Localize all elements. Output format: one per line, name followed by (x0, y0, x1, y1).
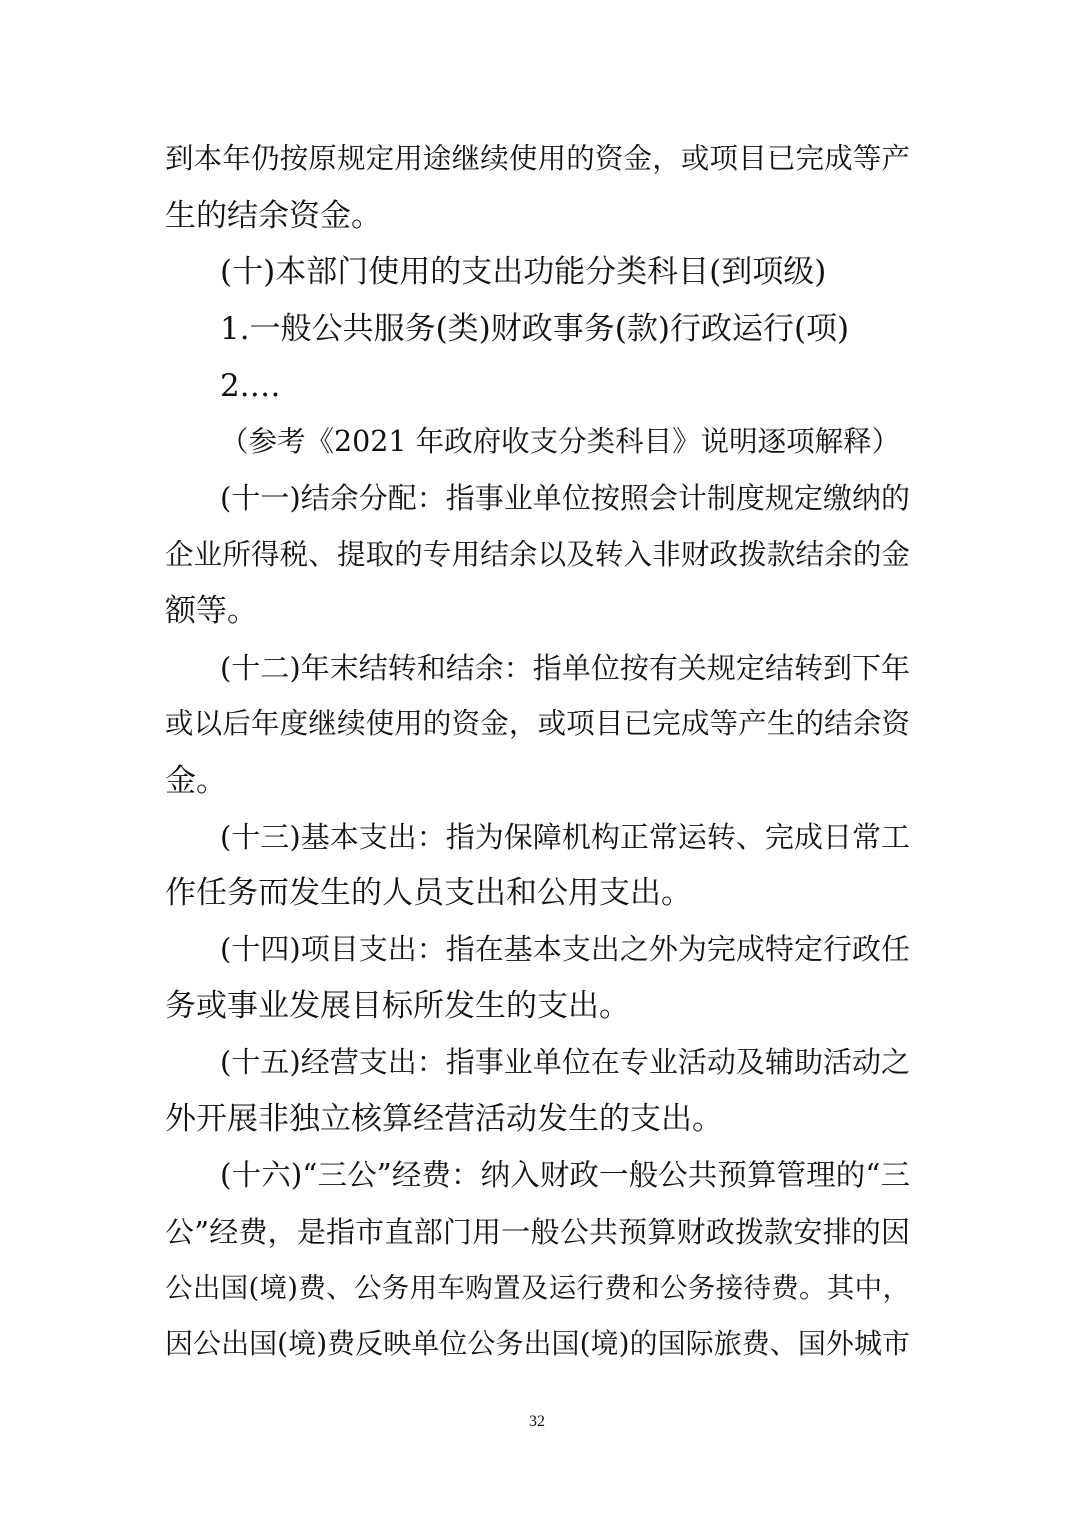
text-line: 企业所得税、提取的专用结余以及转入非财政拨款结余的金 (165, 538, 910, 571)
text-line: 1.一般公共服务(类)财政事务(款)行政运行(项) (220, 311, 850, 347)
text-line: (十六)“三公”经费：纳入财政一般公共预算管理的“三 (220, 1158, 910, 1192)
text-line: 作任务而发生的人员支出和公用支出。 (165, 875, 692, 911)
text-line: (十一)结余分配：指事业单位按照会计制度规定缴纳的 (220, 481, 910, 515)
text-line: (十五)经营支出：指事业单位在专业活动及辅助活动之 (220, 1045, 910, 1079)
text-line: 2.… (220, 368, 281, 404)
text-line: (十三)基本支出：指为保障机构正常运转、完成日常工 (220, 820, 910, 854)
text-line: 金。 (165, 763, 227, 799)
text-line: (十四)项目支出：指在基本支出之外为完成特定行政任 (220, 932, 910, 966)
text-line: 到本年仍按原规定用途继续使用的资金，或项目已完成等产 (165, 142, 910, 175)
text-line: 因公出国(境)费反映单位公务出国(境)的国际旅费、国外城市 (165, 1327, 910, 1360)
text-line: 务或事业发展目标所发生的支出。 (165, 988, 630, 1024)
page-number: 32 (529, 1413, 545, 1430)
text-line: 公”经费，是指市直部门用一般公共预算财政拨款安排的因 (165, 1215, 910, 1249)
text-line: (十二)年末结转和结余：指单位按有关规定结转到下年 (220, 651, 910, 685)
text-line: 生的结余资金。 (165, 198, 382, 234)
text-line: 或以后年度继续使用的资金，或项目已完成等产生的结余资 (165, 707, 910, 740)
text-line: 公出国(境)费、公务用车购置及运行费和公务接待费。其中， (165, 1272, 910, 1304)
text-line: (十)本部门使用的支出功能分类科目(到项级) (220, 254, 827, 290)
text-line: （参考《2021 年政府收支分类科目》说明逐项解释） (220, 425, 901, 458)
text-line: 额等。 (165, 593, 258, 629)
text-line: 外开展非独立核算经营活动发生的支出。 (165, 1101, 723, 1137)
